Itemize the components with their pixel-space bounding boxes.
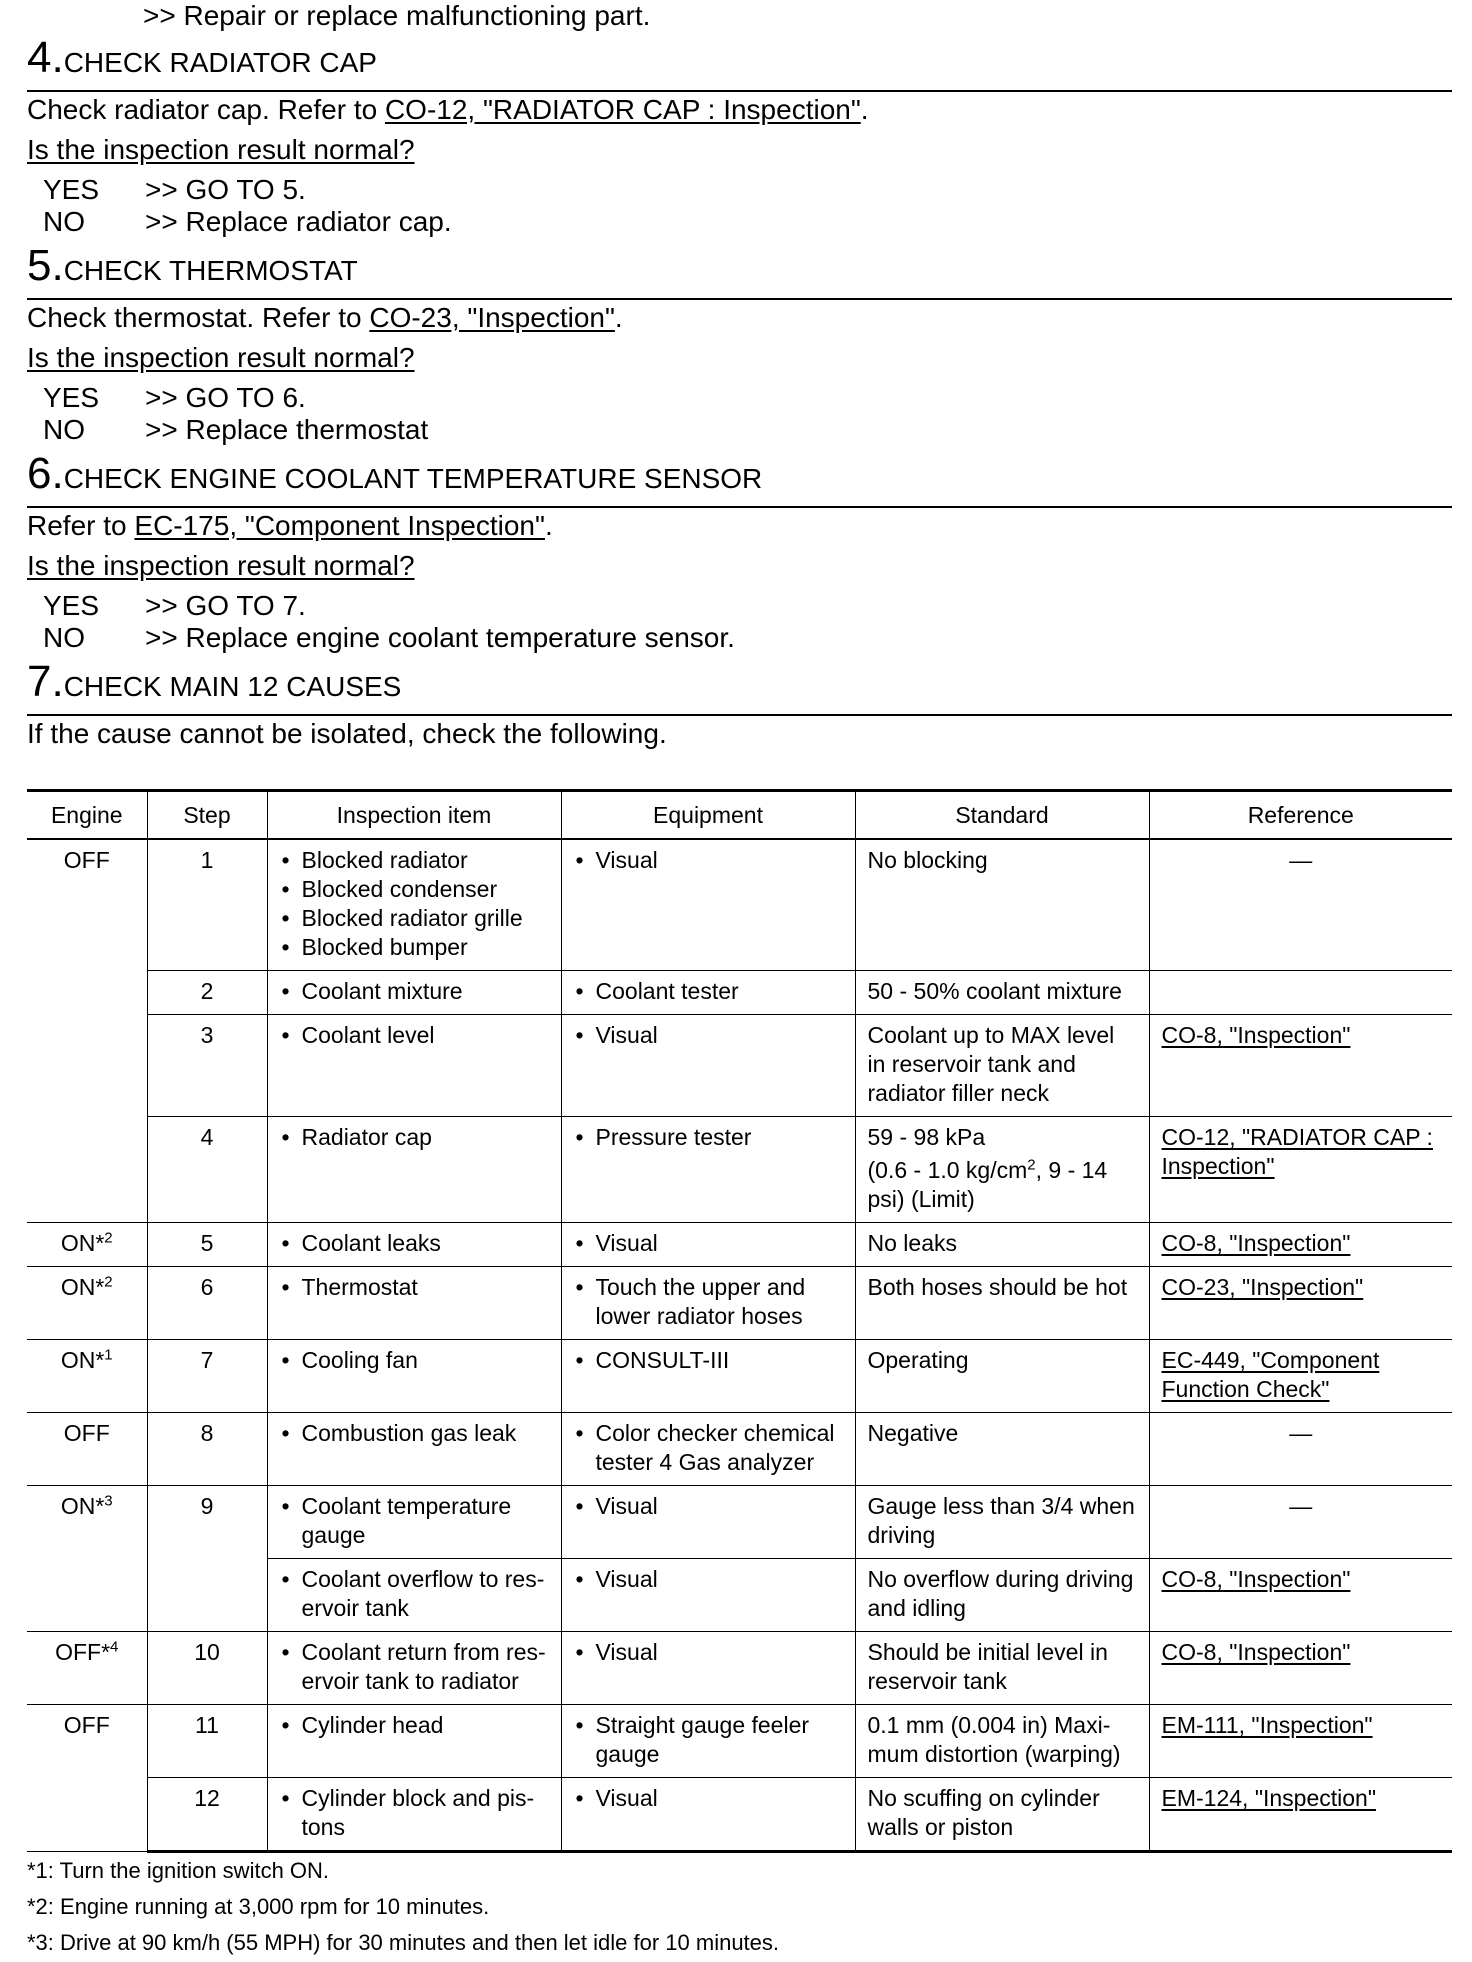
standard-cell: No leaks — [855, 1223, 1149, 1267]
inspection-cell — [267, 1486, 561, 1559]
standard-cell: Both hoses should be hot — [855, 1267, 1149, 1340]
equipment-cell — [561, 1778, 855, 1852]
reference-cell — [1149, 1705, 1452, 1778]
equipment-cell — [561, 1705, 855, 1778]
step-cell: 11 — [147, 1705, 267, 1778]
list-item: • Coolant mixture — [280, 977, 549, 1006]
equipment-cell — [561, 1340, 855, 1413]
footnote-1: *1: Turn the ignition switch ON. — [27, 1858, 330, 1883]
inspection-cell — [267, 1015, 561, 1117]
inspection-cell — [267, 1267, 561, 1340]
main-causes-table — [27, 789, 1452, 1853]
table-row — [27, 1117, 1452, 1223]
equipment-cell — [561, 971, 855, 1015]
standard-cell: Coolant up to MAX level in reservoir tank and radiator filler neck — [855, 1015, 1149, 1117]
list-item: • Cooling fan — [280, 1346, 549, 1375]
header-step: Step — [147, 791, 267, 840]
inspection-cell — [267, 1632, 561, 1705]
step4-number: 4. — [27, 33, 64, 82]
inspection-cell — [267, 1223, 561, 1267]
equipment-cell — [561, 1267, 855, 1340]
step4-link[interactable]: CO-12, "RADIATOR CAP : Inspection" — [384, 94, 861, 125]
header-reference: Reference — [1149, 791, 1452, 840]
step6-text: Refer to EC-175, "Component Inspection". — [27, 510, 553, 541]
list-item: • Coolant level — [280, 1021, 549, 1050]
list-item: • Visual — [574, 1638, 843, 1667]
list-item: • Coolant temperature gauge — [280, 1492, 549, 1550]
step6-number: 6. — [27, 449, 64, 498]
equipment-cell — [561, 1117, 855, 1223]
step5-text: Check thermostat. Refer to CO-23, "Inspection". — [27, 302, 623, 333]
step7-text: If the cause cannot be isolated, check the following. — [27, 718, 667, 749]
list-item: • Blocked radiator — [280, 846, 549, 875]
list-item: • Coolant leaks — [280, 1229, 549, 1258]
reference-cell: — — [1149, 839, 1452, 971]
step5-question: Is the inspection result normal? — [27, 342, 415, 373]
header-engine: Engine — [27, 791, 147, 840]
list-item: • Coolant return from res-ervoir tank to radiator — [280, 1638, 549, 1696]
reference-cell — [1149, 1778, 1452, 1852]
list-item: • Radiator cap — [280, 1123, 549, 1152]
list-item: • Blocked radiator grille — [280, 904, 549, 933]
table-row — [27, 1223, 1452, 1267]
list-item: • Cylinder head — [280, 1711, 549, 1740]
step-cell: 2 — [147, 971, 267, 1015]
standard-cell: Should be initial level in reservoir tank — [855, 1632, 1149, 1705]
list-item: • Visual — [574, 1492, 843, 1521]
standard-cell: Operating — [855, 1340, 1149, 1413]
inspection-cell — [267, 1559, 561, 1632]
step5-link[interactable]: CO-23, "Inspection" — [369, 302, 615, 333]
list-item: • Visual — [574, 1784, 843, 1813]
reference-link[interactable]: CO-8, "Inspection" — [1161, 1022, 1351, 1048]
reference-link[interactable]: CO-8, "Inspection" — [1161, 1566, 1351, 1592]
step-cell: 8 — [147, 1413, 267, 1486]
step7-heading — [27, 657, 402, 706]
step4-text: Check radiator cap. Refer to CO-12, "RADIATOR CAP : Inspection". — [27, 94, 869, 125]
reference-cell — [1149, 1267, 1452, 1340]
step5-yes: YES >> GO TO 6. — [43, 382, 306, 413]
engine-cell: ON*$^3$ — [27, 1486, 147, 1632]
reference-link[interactable]: CO-12, "RADIATOR CAP : Inspection" — [1161, 1124, 1433, 1179]
header-equipment: Equipment — [561, 791, 855, 840]
list-item: • Straight gauge feeler gauge — [574, 1711, 843, 1769]
table-row — [27, 1632, 1452, 1705]
equipment-cell — [561, 1223, 855, 1267]
reference-link[interactable]: EM-124, "Inspection" — [1161, 1785, 1376, 1811]
table-row — [27, 1705, 1452, 1778]
standard-cell: Negative — [855, 1413, 1149, 1486]
inspection-cell — [267, 1778, 561, 1852]
table-row — [27, 971, 1452, 1015]
step6-rule — [27, 506, 1452, 508]
list-item: • Visual — [574, 1021, 843, 1050]
step4-question: Is the inspection result normal? — [27, 134, 415, 165]
step6-yes: YES >> GO TO 7. — [43, 590, 306, 621]
table-row — [27, 1340, 1452, 1413]
list-item: • Blocked condenser — [280, 875, 549, 904]
step-cell: 1 — [147, 839, 267, 971]
step6-question: Is the inspection result normal? — [27, 550, 415, 581]
reference-cell — [1149, 1015, 1452, 1117]
standard-cell: 59 - 98 kPa (0.6 - 1.0 $kg/cm^2$, 9 - 14 psi) (Limit) — [855, 1117, 1149, 1223]
list-item: • Coolant tester — [574, 977, 843, 1006]
footnote-3: *3: Drive at 90 km/h (55 MPH) for 30 minutes and then let idle for 10 minutes. — [27, 1930, 780, 1955]
reference-cell: — — [1149, 1413, 1452, 1486]
header-standard: Standard — [855, 791, 1149, 840]
reference-cell: — — [1149, 1486, 1452, 1559]
engine-cell: ON*$^1$ — [27, 1340, 147, 1413]
step4-rule — [27, 90, 1452, 92]
list-item: • CONSULT-III — [574, 1346, 843, 1375]
reference-cell — [1149, 971, 1452, 1015]
standard-cell: No blocking — [855, 839, 1149, 971]
step6-heading — [27, 449, 763, 498]
reference-link[interactable]: CO-23, "Inspection" — [1161, 1274, 1364, 1300]
reference-link[interactable]: EM-111, "Inspection" — [1161, 1712, 1373, 1738]
engine-cell: OFF*$^4$ — [27, 1632, 147, 1705]
step5-number: 5. — [27, 241, 64, 290]
equipment-cell — [561, 1632, 855, 1705]
step7-title: CHECK MAIN 12 CAUSES — [63, 671, 402, 702]
step6-title: CHECK ENGINE COOLANT TEMPERATURE SENSOR — [63, 463, 763, 494]
step4-title: CHECK RADIATOR CAP — [63, 47, 377, 78]
standard-cell: No scuffing on cylinder walls or piston — [855, 1778, 1149, 1852]
reference-cell — [1149, 1223, 1452, 1267]
standard-cell: 0.1 mm (0.004 in) Maxi-mum distortion (warping) — [855, 1705, 1149, 1778]
step-cell: 9 — [147, 1486, 267, 1632]
reference-cell — [1149, 1632, 1452, 1705]
engine-cell: ON*$^2$ — [27, 1267, 147, 1340]
step5-no: NO >> Replace thermostat — [43, 414, 429, 445]
equipment-cell — [561, 839, 855, 971]
list-item: • Pressure tester — [574, 1123, 843, 1152]
reference-link[interactable]: CO-8, "Inspection" — [1161, 1639, 1351, 1665]
list-item: • Visual — [574, 846, 843, 875]
step-cell: 10 — [147, 1632, 267, 1705]
reference-link[interactable]: CO-8, "Inspection" — [1161, 1230, 1351, 1256]
step-cell: 7 — [147, 1340, 267, 1413]
step-cell: 3 — [147, 1015, 267, 1117]
step5-heading — [27, 241, 358, 290]
table-header-row — [27, 791, 1452, 840]
engine-cell: ON*$^2$ — [27, 1223, 147, 1267]
equipment-cell — [561, 1015, 855, 1117]
inspection-cell — [267, 971, 561, 1015]
inspection-cell — [267, 839, 561, 971]
list-item: • Coolant overflow to res-ervoir tank — [280, 1565, 549, 1623]
table-row — [27, 1015, 1452, 1117]
step-cell: 6 — [147, 1267, 267, 1340]
list-item: • Thermostat — [280, 1273, 549, 1302]
standard-cell: Gauge less than 3/4 when driving — [855, 1486, 1149, 1559]
step-cell: 4 — [147, 1117, 267, 1223]
table-row — [27, 1413, 1452, 1486]
engine-cell: OFF — [27, 1413, 147, 1486]
table-row — [27, 1486, 1452, 1559]
list-item: • Cylinder block and pis-tons — [280, 1784, 549, 1842]
reference-cell — [1149, 1340, 1452, 1413]
engine-cell: OFF — [27, 1705, 147, 1852]
step7-number: 7. — [27, 657, 64, 706]
step5-title: CHECK THERMOSTAT — [63, 255, 358, 286]
step-cell: 12 — [147, 1778, 267, 1852]
table-row — [27, 839, 1452, 971]
step4-heading — [27, 33, 377, 82]
equipment-cell — [561, 1486, 855, 1559]
standard-cell: 50 - 50% coolant mixture — [855, 971, 1149, 1015]
reference-cell — [1149, 1559, 1452, 1632]
step4-no: NO >> Replace radiator cap. — [43, 206, 452, 237]
table-row — [27, 1267, 1452, 1340]
top-line: >> Repair or replace malfunctioning part. — [143, 0, 651, 31]
standard-cell: No overflow during driving and idling — [855, 1559, 1149, 1632]
inspection-cell — [267, 1705, 561, 1778]
list-item: • Touch the upper and lower radiator hoses — [574, 1273, 843, 1331]
step6-link[interactable]: EC-175, "Component Inspection" — [134, 510, 545, 541]
table-row — [27, 1778, 1452, 1852]
step6-no: NO >> Replace engine coolant temperature sensor. — [43, 622, 735, 653]
step4-yes: YES >> GO TO 5. — [43, 174, 306, 205]
equipment-cell — [561, 1559, 855, 1632]
equipment-cell — [561, 1413, 855, 1486]
list-item: • Color checker chemical tester 4 Gas analyzer — [574, 1419, 843, 1477]
step-cell: 5 — [147, 1223, 267, 1267]
inspection-cell — [267, 1413, 561, 1486]
reference-link[interactable]: EC-449, "Component Function Check" — [1161, 1347, 1380, 1402]
list-item: • Combustion gas leak — [280, 1419, 549, 1448]
engine-cell: OFF — [27, 839, 147, 1223]
reference-cell — [1149, 1117, 1452, 1223]
inspection-cell — [267, 1340, 561, 1413]
header-inspection-item: Inspection item — [267, 791, 561, 840]
step7-rule — [27, 714, 1452, 716]
step5-rule — [27, 298, 1452, 300]
footnote-2: *2: Engine running at 3,000 rpm for 10 minutes. — [27, 1894, 490, 1919]
list-item: • Visual — [574, 1229, 843, 1258]
inspection-cell — [267, 1117, 561, 1223]
list-item: • Visual — [574, 1565, 843, 1594]
list-item: • Blocked bumper — [280, 933, 549, 962]
